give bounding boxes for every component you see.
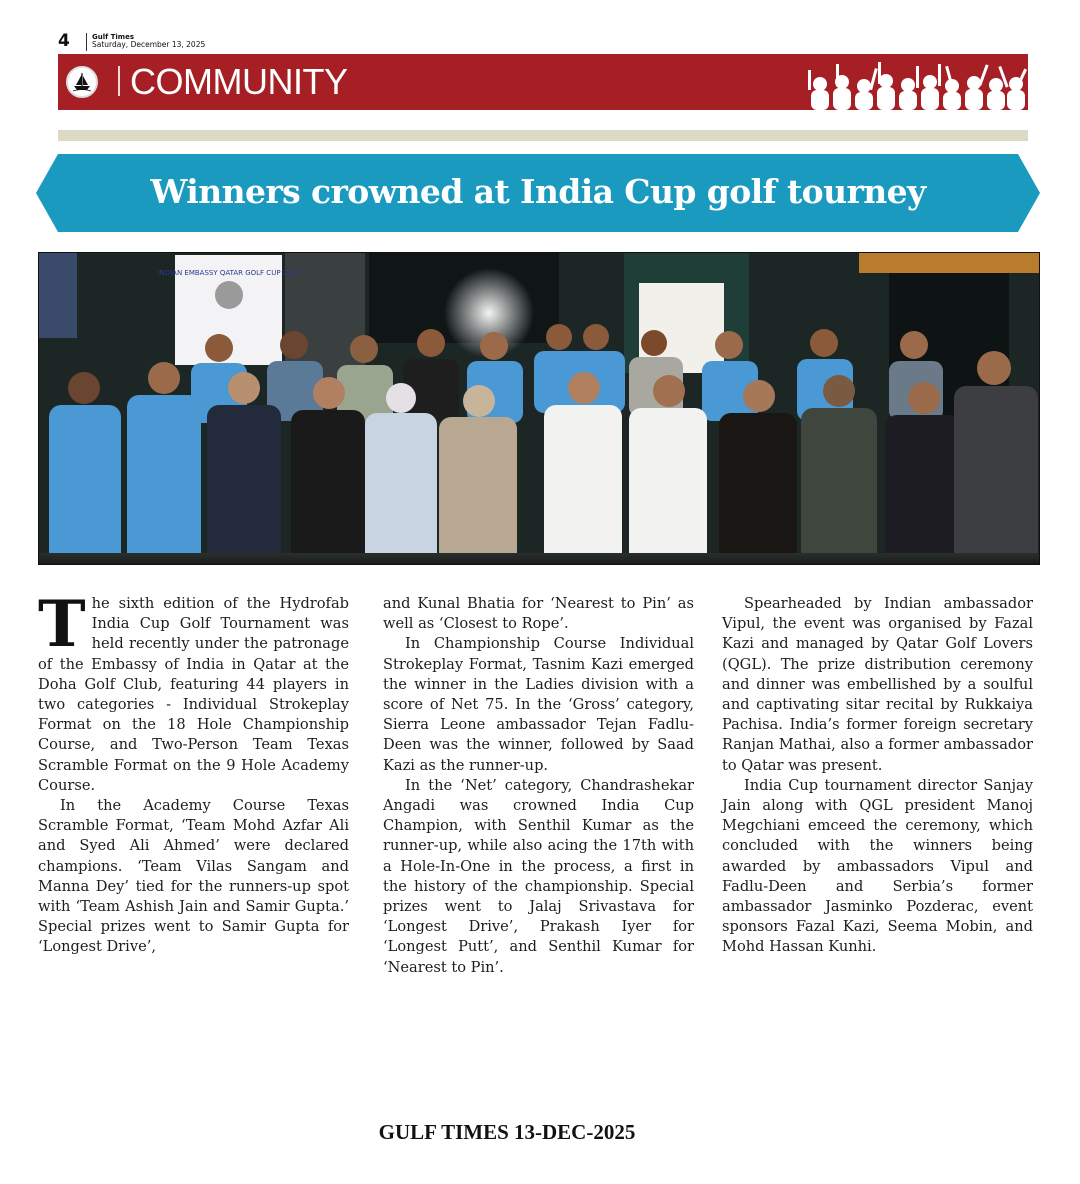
article-paragraph: Spearheaded by Indian ambassador Vipul, the event was organised by Fazal Kazi and managed by Qatar Golf Lovers (QGL). The prize distribution ceremony and dinner was embellished by a soulful and captivating sitar recital by Rukkaiya Pachisa. India’s former foreign secretary Ranjan Mathai, also a former ambassador to Qatar was present. <box>722 595 1033 774</box>
page-number: 4 <box>58 31 70 51</box>
article-column-1 <box>38 587 349 958</box>
headline: Winners crowned at India Cup golf tourney <box>150 171 926 211</box>
headline-banner <box>36 150 1040 236</box>
cheering-crowd-icon <box>798 54 1028 110</box>
article-body <box>38 587 1038 1084</box>
issue-date: Saturday, December 13, 2025 <box>92 40 206 49</box>
article-paragraph: India Cup tournament director Sanjay Jain along with QGL president Manoj Megchiani emceed the ceremony, which concluded with the winners being awarded by ambassadors Vipul and Fadlu-Deen and Serbia’s former ambassador Jasminko Pozderac, event sponsors Fazal Kazi, Seema Mobin, and Mohd Hassan Kunhi. <box>722 776 1033 956</box>
section-title: COMMUNITY <box>130 61 348 102</box>
article-paragraph: In Championship Course Individual Strokeplay Format, Tasnim Kazi emerged the winner in the Ladies division with a score of Net 75. In the ‘Gross’ category, Sierra Leone ambassador Tejan Fadlu-Deen was the winner, followed by Saad Kazi as the runner-up. <box>383 635 694 774</box>
article-column-3 <box>722 594 1033 958</box>
paper-name: Gulf Times <box>92 33 134 41</box>
section-header <box>58 54 1028 110</box>
group-photo <box>38 252 1040 565</box>
article-paragraph: In the Academy Course Texas Scramble Format, ‘Team Mohd Azfar Ali and Syed Ali Ahmed’ were declared champions. ‘Team Vilas Sangam and Manna Dey’ tied for the runners-up spot with ‘Team Ashish Jain and Samir Gupta.’ Special prizes went to Samir Gupta for ‘Longest Drive’, <box>38 797 349 956</box>
drop-cap: T <box>38 587 86 662</box>
article-paragraph: In the ‘Net’ category, Chandrashekar Angadi was crowned India Cup Champion, with Senthil Kumar as the runner-up, while also acing the 17th with a Hole-In-One in the process, a first in the history of the championship. Special prizes went to Jalaj Srivastava for ‘Longest Drive’, Prakash Iyer for ‘Longest Putt’, and Senthil Kumar for ‘Nearest to Pin’. <box>383 776 694 976</box>
source-credit: GULF TIMES 13-DEC-2025 <box>378 1120 636 1144</box>
section-divider <box>118 66 120 96</box>
photo-banner-text: INDIAN EMBASSY QATAR GOLF CUP 2025 <box>157 269 301 277</box>
folio-text <box>92 33 205 49</box>
article-paragraph <box>38 587 349 796</box>
article-paragraph: and Kunal Bhatia for ‘Nearest to Pin’ as well as ‘Closest to Rope’. <box>383 595 694 633</box>
folio-divider <box>86 33 87 51</box>
paragraph-text: he sixth edition of the Hydrofab India Cup Golf Tournament was held recently under the patronage of the Embassy of India in Qatar at the Doha Golf Club, featuring 44 players in two categories - Individual Strokeplay Format on the 18 Hole Championship Course, and Two-Person Team Texas Scramble Format on the 9 Hole Academy Course. <box>38 595 349 794</box>
dhow-boat-icon <box>66 66 98 98</box>
article-column-2 <box>383 594 694 978</box>
photo-illustration <box>39 253 1040 565</box>
section-rule <box>58 130 1028 141</box>
folio <box>58 33 205 53</box>
